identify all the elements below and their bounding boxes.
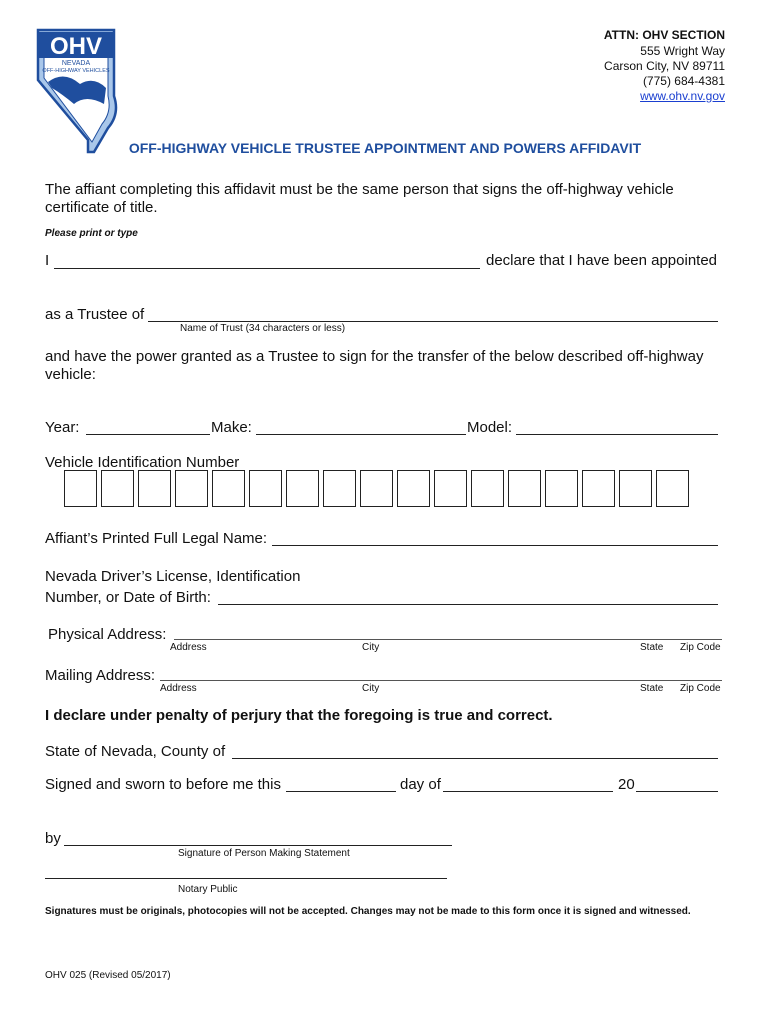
- sworn-prefix: Signed and sworn to before me this: [45, 776, 281, 793]
- form-title: OFF-HIGHWAY VEHICLE TRUSTEE APPOINTMENT AND POWERS AFFIDAVIT: [128, 140, 642, 156]
- mailing-state-caption: State: [640, 683, 664, 694]
- mailing-address-caption: Address: [160, 683, 197, 694]
- affiant-name-label: Affiant’s Printed Full Legal Name:: [45, 530, 268, 547]
- license-number-field[interactable]: [218, 604, 718, 605]
- sworn-day-of-label: day of: [400, 776, 441, 793]
- perjury-statement: I declare under penalty of perjury that the foregoing is true and correct.: [45, 707, 553, 724]
- model-label: Model:: [467, 419, 513, 436]
- svg-text:OHV: OHV: [49, 33, 103, 60]
- vin-character-box[interactable]: [212, 470, 245, 507]
- license-line-2: Number, or Date of Birth:: [45, 589, 211, 606]
- physical-address-caption: Address: [170, 642, 207, 653]
- print-note: Please print or type: [45, 228, 138, 239]
- website-link[interactable]: www.ohv.nv.gov: [640, 89, 725, 103]
- notary-caption: Notary Public: [178, 884, 238, 895]
- vin-character-box[interactable]: [582, 470, 615, 507]
- trust-name-field[interactable]: [148, 321, 718, 322]
- make-label: Make:: [211, 419, 252, 436]
- year-field[interactable]: [86, 434, 210, 435]
- vin-character-box[interactable]: [471, 470, 504, 507]
- ohv-logo: [34, 24, 124, 154]
- trustee-label: as a Trustee of: [45, 306, 145, 323]
- vin-character-box[interactable]: [138, 470, 171, 507]
- power-line-1: and have the power granted as a Trustee to sign for the transfer of the below described off-highway: [45, 348, 704, 365]
- street-address: 555 Wright Way: [640, 44, 725, 58]
- mailing-address-field[interactable]: [160, 680, 722, 681]
- form-number: OHV 025 (Revised 05/2017): [45, 970, 171, 981]
- power-line-2: vehicle:: [45, 366, 96, 383]
- phone-number: (775) 684-4381: [642, 74, 725, 88]
- vin-character-box[interactable]: [360, 470, 393, 507]
- model-field[interactable]: [516, 434, 718, 435]
- license-line-1: Nevada Driver’s License, Identification: [45, 568, 301, 585]
- intro-line-2: certificate of title.: [45, 199, 158, 216]
- vin-character-box[interactable]: [64, 470, 97, 507]
- vin-character-box[interactable]: [397, 470, 430, 507]
- declare-prefix: I: [45, 252, 50, 269]
- sworn-month-field[interactable]: [443, 791, 613, 792]
- sworn-year-prefix: 20: [618, 776, 635, 793]
- physical-address-label: Physical Address:: [48, 626, 167, 643]
- intro-line-1: The affiant completing this affidavit must be the same person that signs the off-highway vehicle: [45, 181, 674, 198]
- county-label: State of Nevada, County of: [45, 743, 226, 760]
- vin-character-box[interactable]: [175, 470, 208, 507]
- vin-character-box[interactable]: [434, 470, 467, 507]
- year-label: Year:: [45, 419, 80, 436]
- vin-character-box[interactable]: [286, 470, 319, 507]
- office-address: [604, 44, 725, 104]
- svg-text:NEVADA: NEVADA: [61, 60, 91, 67]
- physical-address-field[interactable]: [174, 639, 722, 640]
- make-field[interactable]: [256, 434, 466, 435]
- declare-suffix: declare that I have been appointed: [486, 252, 718, 269]
- attn-heading: ATTN: OHV SECTION: [603, 28, 725, 42]
- physical-city-caption: City: [362, 642, 380, 653]
- mailing-address-label: Mailing Address:: [45, 667, 156, 684]
- affiant-name-field[interactable]: [272, 545, 718, 546]
- vin-character-box[interactable]: [619, 470, 652, 507]
- vin-label: Vehicle Identification Number: [45, 454, 240, 471]
- vin-character-box[interactable]: [656, 470, 689, 507]
- physical-zip-caption: Zip Code: [680, 642, 721, 653]
- mailing-zip-caption: Zip Code: [680, 683, 721, 694]
- vin-character-box[interactable]: [508, 470, 541, 507]
- vin-character-box[interactable]: [249, 470, 282, 507]
- county-field[interactable]: [232, 758, 718, 759]
- svg-text:OFF-HIGHWAY VEHICLES: OFF-HIGHWAY VEHICLES: [42, 68, 110, 74]
- declarant-name-field[interactable]: [54, 268, 480, 269]
- trust-name-caption: Name of Trust (34 characters or less): [180, 323, 346, 334]
- signature-by-label: by: [45, 830, 61, 847]
- nevada-state-logo-icon: [34, 24, 124, 154]
- city-state-zip: Carson City, NV 89711: [604, 59, 725, 73]
- vin-box-row: [64, 470, 693, 507]
- vin-character-box[interactable]: [545, 470, 578, 507]
- signature-field[interactable]: [64, 845, 452, 846]
- signature-caption: Signature of Person Making Statement: [178, 848, 350, 859]
- sworn-year-field[interactable]: [636, 791, 718, 792]
- notary-signature-field[interactable]: [45, 878, 447, 879]
- signature-requirements-note: Signatures must be originals, photocopies will not be accepted. Changes may not be made to this form once it is signed and witnessed.: [45, 906, 691, 917]
- sworn-day-field[interactable]: [286, 791, 396, 792]
- vin-character-box[interactable]: [323, 470, 356, 507]
- physical-state-caption: State: [640, 642, 664, 653]
- vin-character-box[interactable]: [101, 470, 134, 507]
- mailing-city-caption: City: [362, 683, 380, 694]
